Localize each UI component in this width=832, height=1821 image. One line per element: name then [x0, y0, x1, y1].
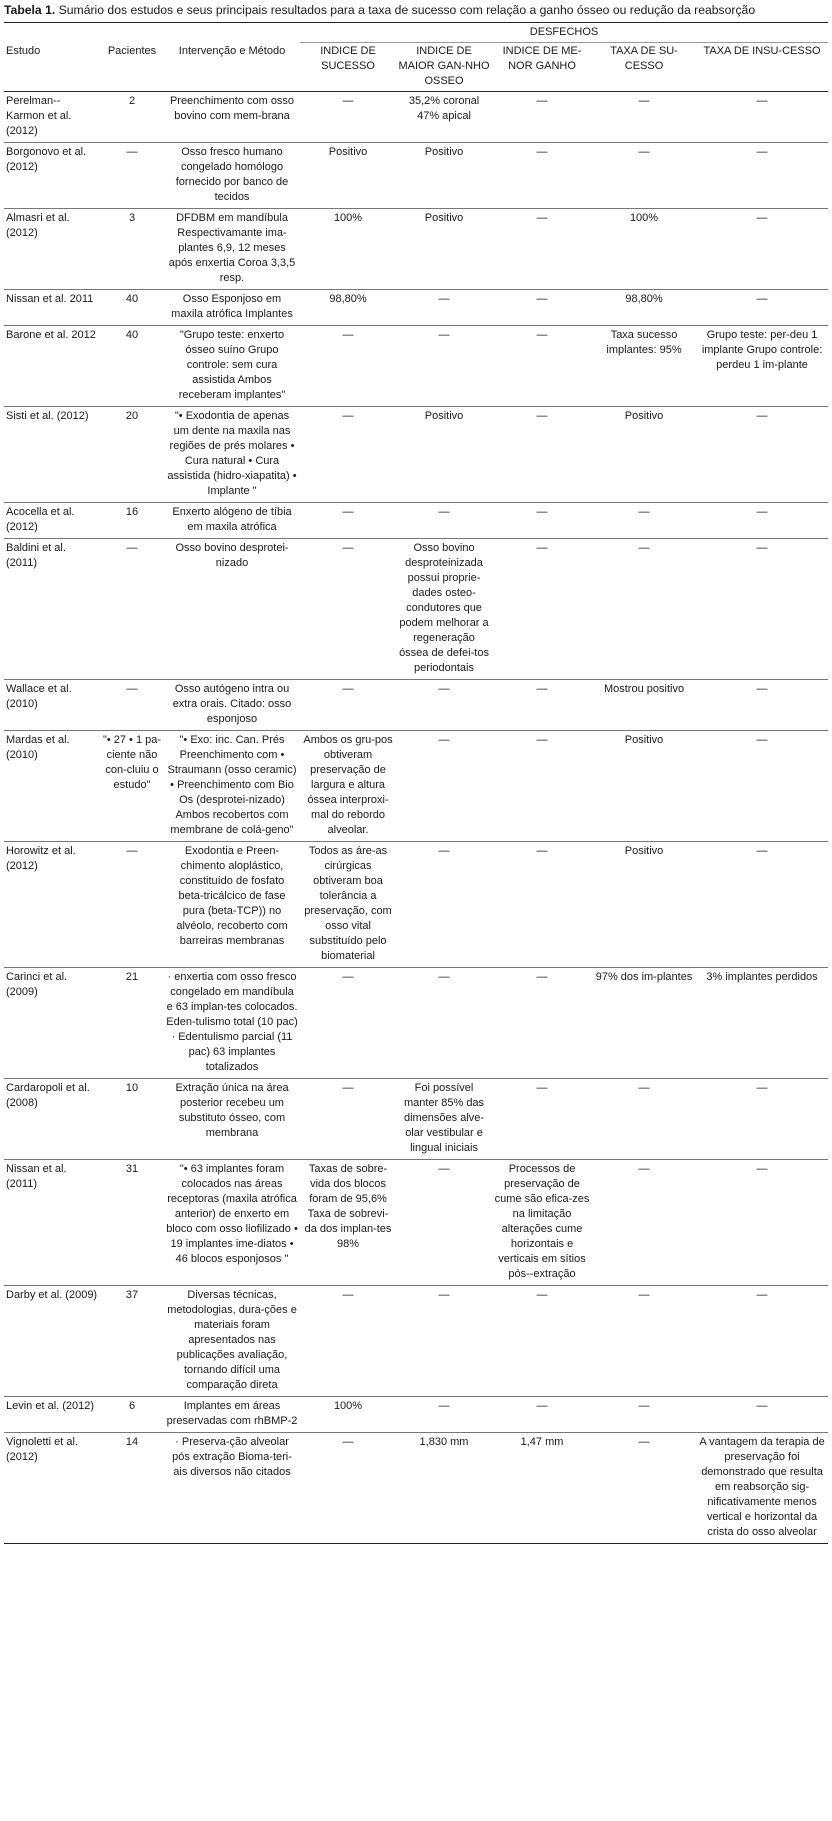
- study-cell: Cardaropoli et al. (2008): [6, 1082, 90, 1109]
- minor-gain-cell: —: [536, 212, 548, 224]
- column-header-indice-maior-ganho: INDICE DE MAIOR GAN-NHO OSSEO: [396, 43, 492, 92]
- method-cell: "• 63 implantes foram colocados nas áreas receptoras (maxila atrófica anterior) de enxerto em bloco com osso liofilizado • 19 implantes ime-diatos • 46 blocos esponjosos ": [166, 1163, 298, 1265]
- minor-gain-cell: —: [536, 542, 548, 554]
- table-row: [4, 1286, 828, 1397]
- patients-cell: 20: [125, 410, 139, 422]
- patients-cell: 40: [125, 329, 139, 341]
- study-cell: Wallace et al. (2010): [6, 683, 72, 710]
- success-index-cell: —: [342, 329, 354, 341]
- table-row: [4, 503, 828, 539]
- patients-cell: 40: [125, 293, 139, 305]
- success-rate-cell: —: [638, 95, 650, 107]
- major-gain-cell: —: [438, 1163, 450, 1175]
- minor-gain-cell: —: [536, 683, 548, 695]
- major-gain-cell: —: [438, 329, 450, 341]
- study-cell: Levin et al. (2012): [6, 1400, 95, 1412]
- minor-gain-cell: —: [536, 95, 548, 107]
- table-row: [4, 1079, 828, 1160]
- success-index-cell: —: [342, 95, 354, 107]
- minor-gain-cell: 1,47 mm: [520, 1436, 564, 1448]
- success-index-cell: 100%: [333, 212, 363, 224]
- study-cell: Horowitz et al. (2012): [6, 845, 76, 872]
- success-rate-cell: Positivo: [624, 410, 664, 422]
- patients-cell: 3: [128, 212, 136, 224]
- failure-rate-cell: —: [756, 293, 768, 305]
- failure-rate-cell: —: [756, 1163, 768, 1175]
- major-gain-cell: —: [438, 293, 450, 305]
- study-cell: Mardas et al. (2010): [6, 734, 70, 761]
- failure-rate-cell: —: [756, 542, 768, 554]
- success-index-cell: —: [342, 506, 354, 518]
- study-cell: Borgonovo et al. (2012): [6, 146, 87, 173]
- column-header-indice-sucesso: INDICE DE SUCESSO: [300, 43, 396, 92]
- patients-cell: 10: [125, 1082, 139, 1094]
- failure-rate-cell: A vantagem da terapia de preservação foi demonstrado que resulta em reabsorção sig-nificativamente menos vertical e horizontal da crista do osso alveolar: [699, 1436, 825, 1538]
- caption-text: Sumário dos estudos e seus principais resultados para a taxa de sucesso com relação a ganho ósseo ou redução da reabsorção: [55, 3, 756, 17]
- column-header-estudo: Estudo: [4, 43, 100, 92]
- patients-cell: 21: [125, 971, 139, 983]
- patients-cell: "• 27 • 1 pa-ciente não con-cluiu o estudo": [102, 734, 162, 791]
- method-cell: Osso Esponjoso em maxila atrófica Implantes: [171, 293, 293, 320]
- patients-cell: —: [126, 146, 138, 158]
- major-gain-cell: —: [438, 683, 450, 695]
- success-index-cell: 100%: [333, 1400, 363, 1412]
- patients-cell: —: [126, 845, 138, 857]
- success-index-cell: —: [342, 683, 354, 695]
- major-gain-cell: Positivo: [424, 146, 464, 158]
- table-caption: [4, 2, 832, 18]
- table-row: [4, 842, 828, 968]
- failure-rate-cell: —: [756, 146, 768, 158]
- table-row: [4, 731, 828, 842]
- success-rate-cell: 97% dos im-plantes: [595, 971, 693, 983]
- method-cell: · enxertia com osso fresco congelado em mandíbula e 63 implan-tes colocados. Eden-tulismo total (10 pac) · Edentulismo parcial (11 pac) 63 implantes totalizados: [166, 971, 298, 1073]
- method-cell: Osso autógeno intra ou extra orais. Citado: osso esponjoso: [172, 683, 292, 725]
- study-cell: Baldini et al. (2011): [6, 542, 66, 569]
- patients-cell: —: [126, 683, 138, 695]
- success-index-cell: Todos as áre-as cirúrgicas obtiveram boa tolerância a preservação, com osso vital substituído pelo biomaterial: [304, 845, 392, 962]
- failure-rate-cell: —: [756, 410, 768, 422]
- method-cell: Enxerto alógeno de tíbia em maxila atrófica: [172, 506, 292, 533]
- table-row: [4, 968, 828, 1079]
- patients-cell: 31: [125, 1163, 139, 1175]
- major-gain-cell: 1,830 mm: [419, 1436, 469, 1448]
- column-header-taxa-sucesso: TAXA DE SU-CESSO: [592, 43, 696, 92]
- column-header-taxa-insucesso: TAXA DE INSU-CESSO: [696, 43, 828, 92]
- method-cell: Diversas técnicas, metodologias, dura-ções e materiais foram apresentados nas publicações avaliação, tornando difícil uma comparação direta: [167, 1289, 297, 1391]
- success-rate-cell: —: [638, 1436, 650, 1448]
- table-row: [4, 290, 828, 326]
- group-header-desfechos: DESFECHOS: [300, 23, 828, 43]
- table-row: [4, 407, 828, 503]
- minor-gain-cell: —: [536, 410, 548, 422]
- minor-gain-cell: Processos de preservação de cume são efica-zes na limitação alterações cume horizontais e verticais em sítios pós--extração: [494, 1163, 590, 1280]
- table-row: [4, 209, 828, 290]
- failure-rate-cell: —: [756, 734, 768, 746]
- minor-gain-cell: —: [536, 506, 548, 518]
- major-gain-cell: —: [438, 506, 450, 518]
- success-rate-cell: —: [638, 542, 650, 554]
- column-header-pacientes: Pacientes: [100, 43, 164, 92]
- failure-rate-cell: —: [756, 506, 768, 518]
- success-index-cell: Ambos os gru-pos obtiveram preservação de largura e altura óssea interproxi-mal do rebordo alveolar.: [303, 734, 393, 836]
- major-gain-cell: —: [438, 734, 450, 746]
- study-cell: Perelman--Karmon et al. (2012): [6, 95, 72, 137]
- table-row: [4, 326, 828, 407]
- patients-cell: 14: [125, 1436, 139, 1448]
- study-cell: Darby et al. (2009): [6, 1289, 98, 1301]
- patients-cell: 6: [128, 1400, 136, 1412]
- major-gain-cell: Osso bovino desproteinizada possui proprie-dades osteo-condutores que podem melhorar a regeneração óssea de defei-tos periodontais: [399, 542, 489, 674]
- failure-rate-cell: Grupo teste: per-deu 1 implante Grupo controle: perdeu 1 im-plante: [701, 329, 823, 371]
- major-gain-cell: —: [438, 971, 450, 983]
- success-rate-cell: —: [638, 506, 650, 518]
- method-cell: "Grupo teste: enxerto ósseo suíno Grupo controle: sem cura assistida Ambos receberam implantes": [178, 329, 286, 401]
- method-cell: Exodontia e Preen-chimento aloplástico, constituído de fosfato beta-tricálcico de fase pura (beta-TCP)) no alvéolo, recoberto com barreiras membranas: [176, 845, 288, 947]
- minor-gain-cell: —: [536, 845, 548, 857]
- method-cell: "• Exodontia de apenas um dente na maxila nas regiões de prés molares • Cura natural • Cura assistida (hidro-xiapatita) • Implante ": [167, 410, 297, 497]
- success-rate-cell: Taxa sucesso implantes: 95%: [606, 329, 682, 356]
- major-gain-cell: Foi possível manter 85% das dimensões alve-olar vestibular e lingual iniciais: [403, 1082, 485, 1154]
- minor-gain-cell: —: [536, 329, 548, 341]
- success-rate-cell: —: [638, 146, 650, 158]
- study-cell: Carinci et al. (2009): [6, 971, 68, 998]
- success-index-cell: —: [342, 542, 354, 554]
- method-cell: Preenchimento com osso bovino com mem-brana: [169, 95, 295, 122]
- patients-cell: 16: [125, 506, 139, 518]
- success-rate-cell: Positivo: [624, 734, 664, 746]
- failure-rate-cell: —: [756, 1289, 768, 1301]
- success-rate-cell: —: [638, 1163, 650, 1175]
- study-cell: Nissan et al. (2011): [6, 1163, 67, 1190]
- success-index-cell: Positivo: [328, 146, 368, 158]
- major-gain-cell: Positivo: [424, 410, 464, 422]
- minor-gain-cell: —: [536, 1082, 548, 1094]
- success-index-cell: Taxas de sobre-vida dos blocos foram de 95,6% Taxa de sobrevi-da dos implan-tes 98%: [304, 1163, 392, 1250]
- success-rate-cell: —: [638, 1400, 650, 1412]
- column-header-intervencao: Intervenção e Método: [164, 43, 300, 92]
- failure-rate-cell: 3% implantes perdidos: [706, 971, 818, 983]
- success-rate-cell: Positivo: [624, 845, 664, 857]
- study-cell: Vignoletti et al. (2012): [6, 1436, 78, 1463]
- method-cell: DFDBM em mandíbula Respectivamante ima-plantes 6,9, 12 meses após enxertia Coroa 3,3,5 resp.: [168, 212, 296, 284]
- minor-gain-cell: —: [536, 146, 548, 158]
- table-row: [4, 1433, 828, 1544]
- major-gain-cell: —: [438, 845, 450, 857]
- study-cell: Sisti et al. (2012): [6, 410, 89, 422]
- minor-gain-cell: —: [536, 293, 548, 305]
- failure-rate-cell: —: [756, 1400, 768, 1412]
- study-cell: Barone et al. 2012: [6, 329, 96, 341]
- major-gain-cell: —: [438, 1289, 450, 1301]
- success-index-cell: —: [342, 410, 354, 422]
- major-gain-cell: 35,2% coronal 47% apical: [408, 95, 480, 122]
- study-cell: Nissan et al. 2011: [6, 293, 94, 305]
- table-row: [4, 92, 828, 143]
- success-rate-cell: Mostrou positivo: [603, 683, 685, 695]
- success-rate-cell: 100%: [629, 212, 659, 224]
- minor-gain-cell: —: [536, 1289, 548, 1301]
- patients-cell: —: [126, 542, 138, 554]
- success-index-cell: —: [342, 1082, 354, 1094]
- table-row: [4, 1397, 828, 1433]
- success-rate-cell: —: [638, 1082, 650, 1094]
- method-cell: Extração única na área posterior recebeu um substituto ósseo, com membrana: [175, 1082, 289, 1139]
- success-index-cell: —: [342, 1436, 354, 1448]
- failure-rate-cell: —: [756, 845, 768, 857]
- minor-gain-cell: —: [536, 734, 548, 746]
- method-cell: "• Exo: inc. Can. Prés Preenchimento com • Straumann (osso ceramic) • Preenchimento com Bio Os (desprotei-nizado) Ambos recobertos com membrane de colá-geno": [167, 734, 297, 836]
- table-row: [4, 143, 828, 209]
- caption-label: Tabela 1.: [4, 3, 56, 17]
- failure-rate-cell: —: [756, 683, 768, 695]
- success-index-cell: —: [342, 971, 354, 983]
- results-table: [4, 22, 828, 1544]
- success-index-cell: —: [342, 1289, 354, 1301]
- success-rate-cell: 98,80%: [625, 293, 663, 305]
- method-cell: Osso bovino desprotei-nizado: [175, 542, 289, 569]
- major-gain-cell: —: [438, 1400, 450, 1412]
- failure-rate-cell: —: [756, 1082, 768, 1094]
- major-gain-cell: Positivo: [424, 212, 464, 224]
- method-cell: · Preserva-ção alveolar pós extração Bioma-teri-ais diversos não citados: [172, 1436, 292, 1478]
- minor-gain-cell: —: [536, 1400, 548, 1412]
- study-cell: Acocella et al. (2012): [6, 506, 75, 533]
- table-row: [4, 1160, 828, 1286]
- success-rate-cell: —: [638, 1289, 650, 1301]
- method-cell: Implantes em áreas preservadas com rhBMP-2: [166, 1400, 298, 1427]
- success-index-cell: 98,80%: [329, 293, 367, 305]
- column-header-indice-menor-ganho: INDICE DE ME-NOR GANHO: [492, 43, 592, 92]
- table-row: [4, 539, 828, 680]
- failure-rate-cell: —: [756, 95, 768, 107]
- study-cell: Almasri et al. (2012): [6, 212, 70, 239]
- minor-gain-cell: —: [536, 971, 548, 983]
- failure-rate-cell: —: [756, 212, 768, 224]
- patients-cell: 2: [128, 95, 136, 107]
- patients-cell: 37: [125, 1289, 139, 1301]
- method-cell: Osso fresco humano congelado homólogo fornecido por banco de tecidos: [175, 146, 289, 203]
- table-row: [4, 680, 828, 731]
